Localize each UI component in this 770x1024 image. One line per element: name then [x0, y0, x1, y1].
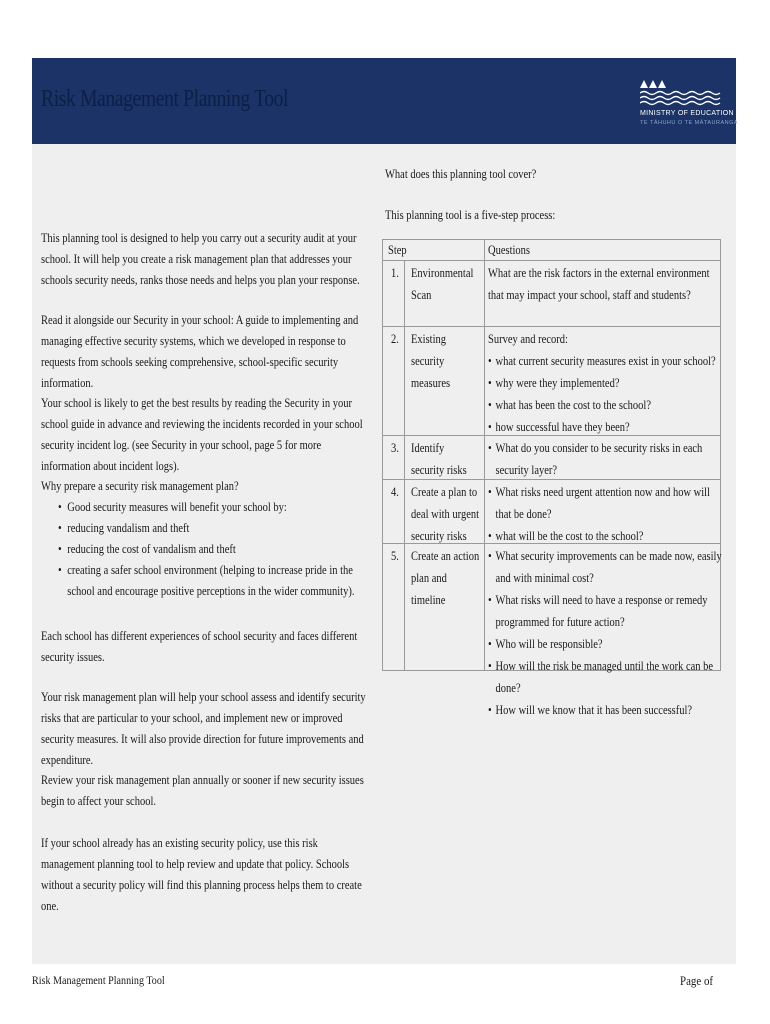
existing-policy-paragraph: If your school already has an existing security policy, use this risk management planning tool to help review and update that policy. Schools without a security policy will find this planning process helps them to create one. — [41, 836, 362, 913]
plan-benefit-paragraph: Your risk management plan will help your school assess and identify security risks that are particular to your school, and implement new or improved security measures. It will also provide direction for future improvements and expenditure. — [41, 690, 366, 767]
why-bullet-list — [58, 497, 369, 602]
questions-header: Questions — [488, 243, 530, 257]
list-item: • Who will be responsible? — [488, 633, 723, 655]
list-item: • why were they implemented? — [488, 372, 723, 394]
list-item: • What risks will need to have a response or remedy programmed for future action? — [488, 589, 723, 633]
footer-title: Risk Management Planning Tool — [32, 973, 165, 987]
logo-line-2: TE TĀHUHU O TE MĀTAURANGA — [640, 120, 739, 126]
step-number: 2. — [391, 332, 399, 346]
list-item: • How will we know that it has been successful? — [488, 699, 723, 721]
step-header: Step — [388, 243, 407, 257]
why-heading: Why prepare a security risk management plan? — [41, 479, 239, 493]
step-name: Identify security risks — [411, 441, 467, 477]
step-number: 3. — [391, 441, 399, 455]
list-item: • reducing the cost of vandalism and theft — [58, 539, 369, 560]
step-number: 1. — [391, 266, 399, 280]
page-title: Risk Management Planning Tool — [41, 86, 289, 112]
list-item: • reducing vandalism and theft — [58, 518, 369, 539]
question-intro: Survey and record: — [488, 332, 568, 346]
results-paragraph: Your school is likely to get the best results by reading the Security in your school guide in advance and reviewing the incidents recorded in your school security incident log. (see Security in your school, page 5 for more information about incident logs). — [41, 396, 363, 473]
step-question — [488, 481, 723, 547]
list-item: • What do you consider to be security risks in each security layer? — [488, 437, 723, 481]
list-item: • What security improvements can be made now, easily and with minimal cost? — [488, 545, 723, 589]
step-name: Create an action plan and timeline — [411, 549, 480, 607]
step-number: 5. — [391, 549, 399, 563]
step-number: 4. — [391, 485, 399, 499]
steps-table — [382, 239, 722, 717]
step-question — [488, 328, 723, 438]
step-question — [488, 545, 723, 721]
step-name: Create a plan to deal with urgent security risks — [411, 485, 480, 543]
review-paragraph: Review your risk management plan annually or sooner if new security issues begin to affect your school. — [41, 773, 364, 808]
list-item: • how successful have they been? — [488, 416, 723, 438]
step-name: Environmental Scan — [411, 266, 474, 302]
list-item: • what current security measures exist in your school? — [488, 350, 723, 372]
list-item: • What risks need urgent attention now and how will that be done? — [488, 481, 723, 525]
list-item: • Good security measures will benefit your school by: — [58, 497, 369, 518]
list-item: • what has been the cost to the school? — [488, 394, 723, 416]
five-step-intro: This planning tool is a five-step process: — [385, 208, 556, 222]
list-item: • what will be the cost to the school? — [488, 525, 723, 547]
header-banner — [32, 58, 739, 144]
intro-paragraph: This planning tool is designed to help you carry out a security audit at your school. It will help you create a risk management plan that addresses your schools security needs, ranks those needs and helps you plan your response. — [41, 231, 360, 287]
list-item: • creating a safer school environment (helping to increase pride in the school and encourage positive perceptions in the wider community). — [58, 560, 369, 602]
cover-question: What does this planning tool cover? — [385, 167, 537, 181]
experiences-paragraph: Each school has different experiences of school security and faces different security issues. — [41, 629, 358, 664]
page-number: Page of — [680, 973, 714, 988]
wave-logo-icon — [640, 76, 728, 108]
step-name: Existing security measures — [411, 332, 451, 390]
step-question — [488, 437, 723, 481]
logo-line-1: MINISTRY OF EDUCATION — [640, 110, 734, 117]
list-item: • How will the risk be managed until the work can be done? — [488, 655, 723, 699]
guide-paragraph: Read it alongside our Security in your school: A guide to implementing and managing effective security systems, which we developed in response to requests from schools seeking comprehensive, school-specific security information. — [41, 313, 359, 390]
ministry-logo — [640, 76, 739, 132]
step-question: What are the risk factors in the external environment that may impact your school, staff and students? — [488, 266, 710, 302]
